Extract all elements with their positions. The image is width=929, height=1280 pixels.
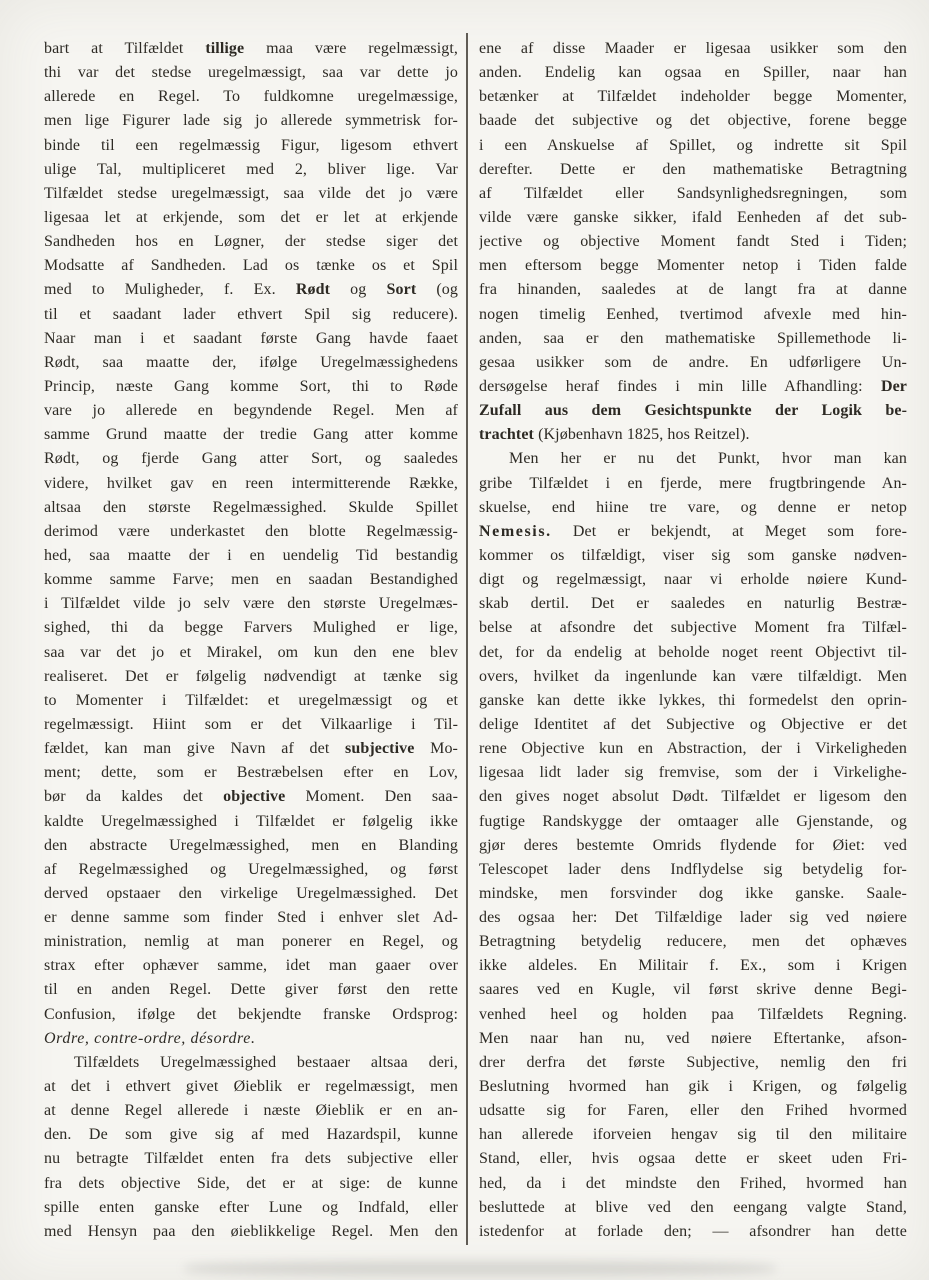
text-line [479,1027,907,1051]
text-line [44,906,458,930]
body-text: i Tilfældet vilde jo selv være den største Uregelmæs- [44,595,458,613]
body-text: bør da kaldes det [44,788,224,806]
text-line [44,61,458,85]
text-line [44,544,458,568]
emphasized-text: trachtet [479,426,534,444]
body-text: med Hensyn paa den øieblikkelige Regel. Men den [44,1222,458,1240]
text-line [479,254,907,278]
text-line [479,496,907,520]
body-text: delige Identitet af det Subjective og Objective er det [479,715,907,733]
body-text: vare jo allerede en begyndende Regel. Men af [44,402,458,420]
emphasized-text: Der [880,377,907,395]
body-text: derefter. Dette er den mathematiske Betragtning [479,160,907,178]
body-text: overs, hvilket da ingenlunde kan være tilfældigt. Men [479,667,907,685]
body-text: besluttede at blive ved den eengang valgte Stand, [479,1198,907,1216]
text-line [479,785,907,809]
body-text: at det i ethvert givet Øieblik er regelmæssigt, men [44,1078,458,1096]
body-text: fra dets objective Side, det er at sige: de kunne [44,1174,458,1192]
text-line [479,109,907,133]
text-column-left [44,37,458,1244]
text-line [44,616,458,640]
body-text: Rødt, saa maatte der, ifølge Uregelmæssighedens [44,353,458,371]
body-text: Men her er nu det Punkt, hvor man kan [509,450,907,468]
body-text: Nemesis. [479,522,552,540]
body-text: af Regelmæssighed og Uregelmæssighed, og først [44,860,458,878]
body-text: Mo- [414,740,458,758]
text-line [479,1051,907,1075]
text-line [44,713,458,737]
text-line [479,278,907,302]
text-line [44,109,458,133]
text-line [44,568,458,592]
text-line [479,1147,907,1171]
text-line [479,858,907,882]
scan-artifact [185,1261,775,1276]
text-line [479,978,907,1002]
body-text: vilde være ganske sikker, ifald Eenheden af det sub- [479,208,907,226]
text-line [44,37,458,61]
body-text: anden, saa er den mathematiske Spillemethode li- [479,329,907,347]
emphasized-text: Rødt [295,281,331,299]
body-text: den. De som give sig af med Hazardspil, kunne [44,1126,458,1144]
text-line [44,954,458,978]
text-line [479,713,907,737]
body-text: Telescopet lader dens Indflydelse sig betydelig for- [479,860,907,878]
body-text: han allerede iforveien hengav sig til den militaire [479,1126,907,1144]
body-text: venhed heel og holden paa Tilfældets Regning. [479,1005,907,1023]
body-text: skuelse, end hiine tre vare, og denne er netop [479,498,907,516]
body-text: hed, da i det mindste den Frihed, hvormed han [479,1174,907,1192]
emphasized-text: subjective [345,740,415,758]
text-line [44,1123,458,1147]
text-line [479,1123,907,1147]
text-line [44,496,458,520]
text-line [479,930,907,954]
body-text: (Kjøbenhavn 1825, hos Reitzel). [534,426,750,444]
body-text: nu betragte Tilfældet enten fra dets subjective eller [44,1150,458,1168]
text-line [44,785,458,809]
text-line [479,182,907,206]
body-text: saa var det jo et Mirakel, om kun den ene blev [44,643,458,661]
body-text: gjør deres bestemte Omrids flydende for Øiet: ved [479,836,907,854]
text-line [44,737,458,761]
body-text: mindske, men forsvinder dog ikke ganske. Saale- [479,884,907,902]
text-line [44,85,458,109]
body-text: derimod være underkastet den blotte Regelmæssig- [44,522,458,540]
body-text: belse at afsondre det subjective Moment fra Tilfæl- [479,619,907,637]
text-line [479,954,907,978]
body-text: Men naar han nu, ved nøiere Eftertanke, afson- [479,1029,907,1047]
text-line [44,1075,458,1099]
text-line [479,447,907,471]
body-text: med to Muligheder, f. Ex. [44,281,296,299]
text-line [44,1027,458,1051]
body-text: ene af disse Maader er ligesaa usikker som den [479,40,907,57]
text-line [44,1147,458,1171]
text-line [479,351,907,375]
text-line [479,85,907,109]
text-line [44,278,458,302]
body-text: fældet, kan man give Navn af det [44,740,346,758]
body-text: og [330,281,387,299]
text-line [44,520,458,544]
body-text: gribe Tilfældet i en fjerde, mere frugtbringende An- [479,474,907,492]
body-text: (og [416,281,458,299]
text-line [44,134,458,158]
text-line [479,665,907,689]
text-line [479,641,907,665]
body-text: til et saadant lader ethvert Spil sig reducere). [44,305,458,323]
text-line [44,1220,458,1244]
body-text: er denne samme som finder Sted i enhver slet Ad- [44,909,458,927]
body-text: spille enten ganske efter Lune og Indfald, eller [44,1198,458,1216]
text-line [44,423,458,447]
text-line [479,1099,907,1123]
text-line [479,472,907,496]
body-text: betænker at Tilfældet indeholder begge Momenter, [479,88,907,106]
text-line [479,568,907,592]
text-line [44,761,458,785]
text-line [479,37,907,61]
text-line [479,1003,907,1027]
text-line [44,641,458,665]
text-line [44,810,458,834]
body-text: bart at Tilfældet [44,40,206,57]
text-line [44,1003,458,1027]
body-text: Beslutning hvormed han gik i Krigen, og følgelig [479,1078,907,1096]
text-line [44,592,458,616]
body-text: komme samme Farve; men en saadan Bestandighed [44,571,458,589]
text-line [479,327,907,351]
body-text: realiseret. Det er følgelig nødvendigt at tænke sig [44,667,458,685]
body-text: ulige Tal, multipliceret med 2, bliver lige. Var [44,160,458,178]
body-text: skab dertil. Det er saaledes en naturlig Bestræ- [479,595,907,613]
body-text: Confusion, ifølge det bekjendte franske Ordsprog: [44,1005,458,1023]
body-text: regelmæssigt. Hiint som er det Vilkaarlige i Til- [44,715,458,733]
body-text: Det er bekjendt, at Meget som fore- [551,522,907,540]
text-line [44,472,458,496]
text-line [479,303,907,327]
body-text: hed, saa maatte der i en uendelig Tid bestandig [44,546,458,564]
text-line [479,158,907,182]
body-text: ment; dette, som er Bestræbelsen efter en Lov, [44,764,458,782]
text-line [479,1196,907,1220]
body-text: derved opstaaer den virkelige Uregelmæssighed. Det [44,884,458,902]
body-text: istedenfor at forlade den; — afsondrer han dette [479,1222,907,1240]
body-text: ligesaa let at erkjende, som det er let at erkjende [44,208,458,226]
body-text: Princip, næste Gang komme Sort, thi to Røde [44,377,458,395]
emphasized-text: Zufall aus dem Gesichtspunkte der Logik be- [479,402,907,420]
body-text: ligesaa lidt lader sig fremvise, som der i Virkelighe- [479,764,907,782]
text-line [479,689,907,713]
body-text: Moment. Den saa- [285,788,458,806]
text-line [479,134,907,158]
text-line [44,399,458,423]
body-text: ikke aldeles. En Militair f. Ex., som i Krigen [479,957,907,975]
body-text: digt og regelmæssigt, naar vi erholde nøiere Kund- [479,571,907,589]
body-text: men eftersom begge Momenter netop i Tiden falde [479,257,907,275]
body-text: nogen timelig Eenhed, tvertimod afvexle med hin- [479,305,907,323]
body-text: rene Objective kun en Abstraction, der i Virkeligheden [479,740,907,758]
text-line [479,520,907,544]
text-line [479,1172,907,1196]
body-text: maa være regelmæssigt, [244,40,458,57]
text-line [44,182,458,206]
body-text: Naar man i et saadant første Gang havde faaet [44,329,458,347]
body-text: fugtige Randskygge der omtaager alle Gjenstande, og [479,812,907,830]
body-text: altsaa den største Regelmæssighed. Skulde Spillet [44,498,458,516]
body-text: Rødt, og fjerde Gang atter Sort, og saaledes [44,450,458,468]
body-text: gesaa usikker som de andre. En udførligere Un- [479,353,907,371]
text-line [44,689,458,713]
text-line [479,761,907,785]
body-text: to Momenter i Tilfældet: et uregelmæssigt og et [44,691,458,709]
column-divider [466,33,468,1245]
body-text: Sandheden hos en Løgner, der stedse siger det [44,233,458,251]
body-text: binde til een regelmæssig Figur, ligesom ethvert [44,136,458,154]
text-line [44,254,458,278]
body-text: dersøgelse heraf findes i min lille Afhandling: [479,377,881,395]
text-line [44,1196,458,1220]
body-text: anden. Endelig kan ogsaa en Spiller, naar han [479,64,907,82]
body-text: allerede en Regel. To fuldkomne uregelmæssige, [44,88,458,106]
text-line [44,230,458,254]
text-line [44,1172,458,1196]
text-line [479,1220,907,1244]
body-text: saares ved en Kugle, vil først skrive denne Begi- [479,981,907,999]
body-text: Stand, eller, hvis ogsaa dette er skeet uden Fri- [479,1150,907,1168]
text-line [479,61,907,85]
text-column-right [479,37,907,1244]
body-text: sighed, thi da begge Farvers Mulighed er lige, [44,619,458,637]
text-line [479,906,907,930]
body-text: men lige Figurer lade sig jo allerede symmetrisk for- [44,112,458,130]
text-line [479,737,907,761]
italic-quote: Ordre, contre-ordre, désordre. [44,1029,256,1047]
emphasized-text: tillige [205,40,245,57]
text-line [479,592,907,616]
body-text: af Tilfældet eller Sandsynlighedsregningen, som [479,184,907,202]
text-line [44,930,458,954]
text-line [479,544,907,568]
text-line [44,375,458,399]
body-text: kaldte Uregelmæssighed i Tilfældet er følgelig ikke [44,812,458,830]
text-line [44,858,458,882]
body-text: den gives noget absolut Dødt. Tilfældet er ligesom den [479,788,907,806]
text-line [479,1075,907,1099]
body-text: jective og objective Moment fandt Sted i Tiden; [479,233,907,251]
text-line [44,882,458,906]
text-line [44,303,458,327]
text-line [44,1099,458,1123]
text-line [479,834,907,858]
body-text: drer derfra det første Subjective, nemlig den fri [479,1053,907,1071]
body-text: fra hinanden, saaledes at de langt fra at danne [479,281,907,299]
text-line [479,423,907,447]
emphasized-text: objective [223,788,286,806]
body-text: i een Anskuelse af Spillet, og indrette sit Spil [479,136,907,154]
text-line [44,327,458,351]
body-text: Tilfældet stedse uregelmæssigt, saa vilde det jo være [44,184,458,202]
body-text: baade det subjective og det objective, forene begge [479,112,907,130]
body-text: samme Grund maatte der tredie Gang atter komme [44,426,458,444]
body-text: Tilfældets Uregelmæssighed bestaaer altsaa deri, [74,1053,458,1071]
text-line [479,230,907,254]
text-line [479,399,907,423]
body-text: Betragtning betydelig reducere, men det ophæves [479,933,907,951]
text-line [44,1051,458,1075]
text-line [479,616,907,640]
body-text: videre, hvilket gav en reen intermitterende Række, [44,474,458,492]
text-line [479,206,907,230]
emphasized-text: Sort [386,281,417,299]
text-line [479,882,907,906]
text-line [44,206,458,230]
text-line [44,158,458,182]
body-text: strax efter ophæver samme, idet man gaaer over [44,957,458,975]
body-text: des ogsaa her: Det Tilfældige lader sig ved nøiere [479,909,907,927]
text-line [44,351,458,375]
text-line [44,665,458,689]
text-line [44,834,458,858]
body-text: at denne Regel allerede i næste Øieblik er en an- [44,1102,458,1120]
body-text: ganske kan dette ikke lykkes, thi formedelst den oprin- [479,691,907,709]
text-line [479,810,907,834]
body-text: den abstracte Uregelmæssighed, men en Blanding [44,836,458,854]
body-text: til en anden Regel. Dette giver først den rette [44,981,458,999]
text-line [44,447,458,471]
body-text: Modsatte af Sandheden. Lad os tænke os et Spil [44,257,458,275]
text-line [44,978,458,1002]
body-text: ministration, nemlig at man ponerer en Regel, og [44,933,458,951]
body-text: udsatte sig for Faren, eller den Frihed hvormed [479,1102,907,1120]
body-text: det, for da endelig at beholde noget reent Objectivt til- [479,643,907,661]
body-text: kommer os tilfældigt, viser sig som ganske nødven- [479,546,907,564]
body-text: thi var det stedse uregelmæssigt, saa var dette jo [44,64,458,82]
text-line [479,375,907,399]
